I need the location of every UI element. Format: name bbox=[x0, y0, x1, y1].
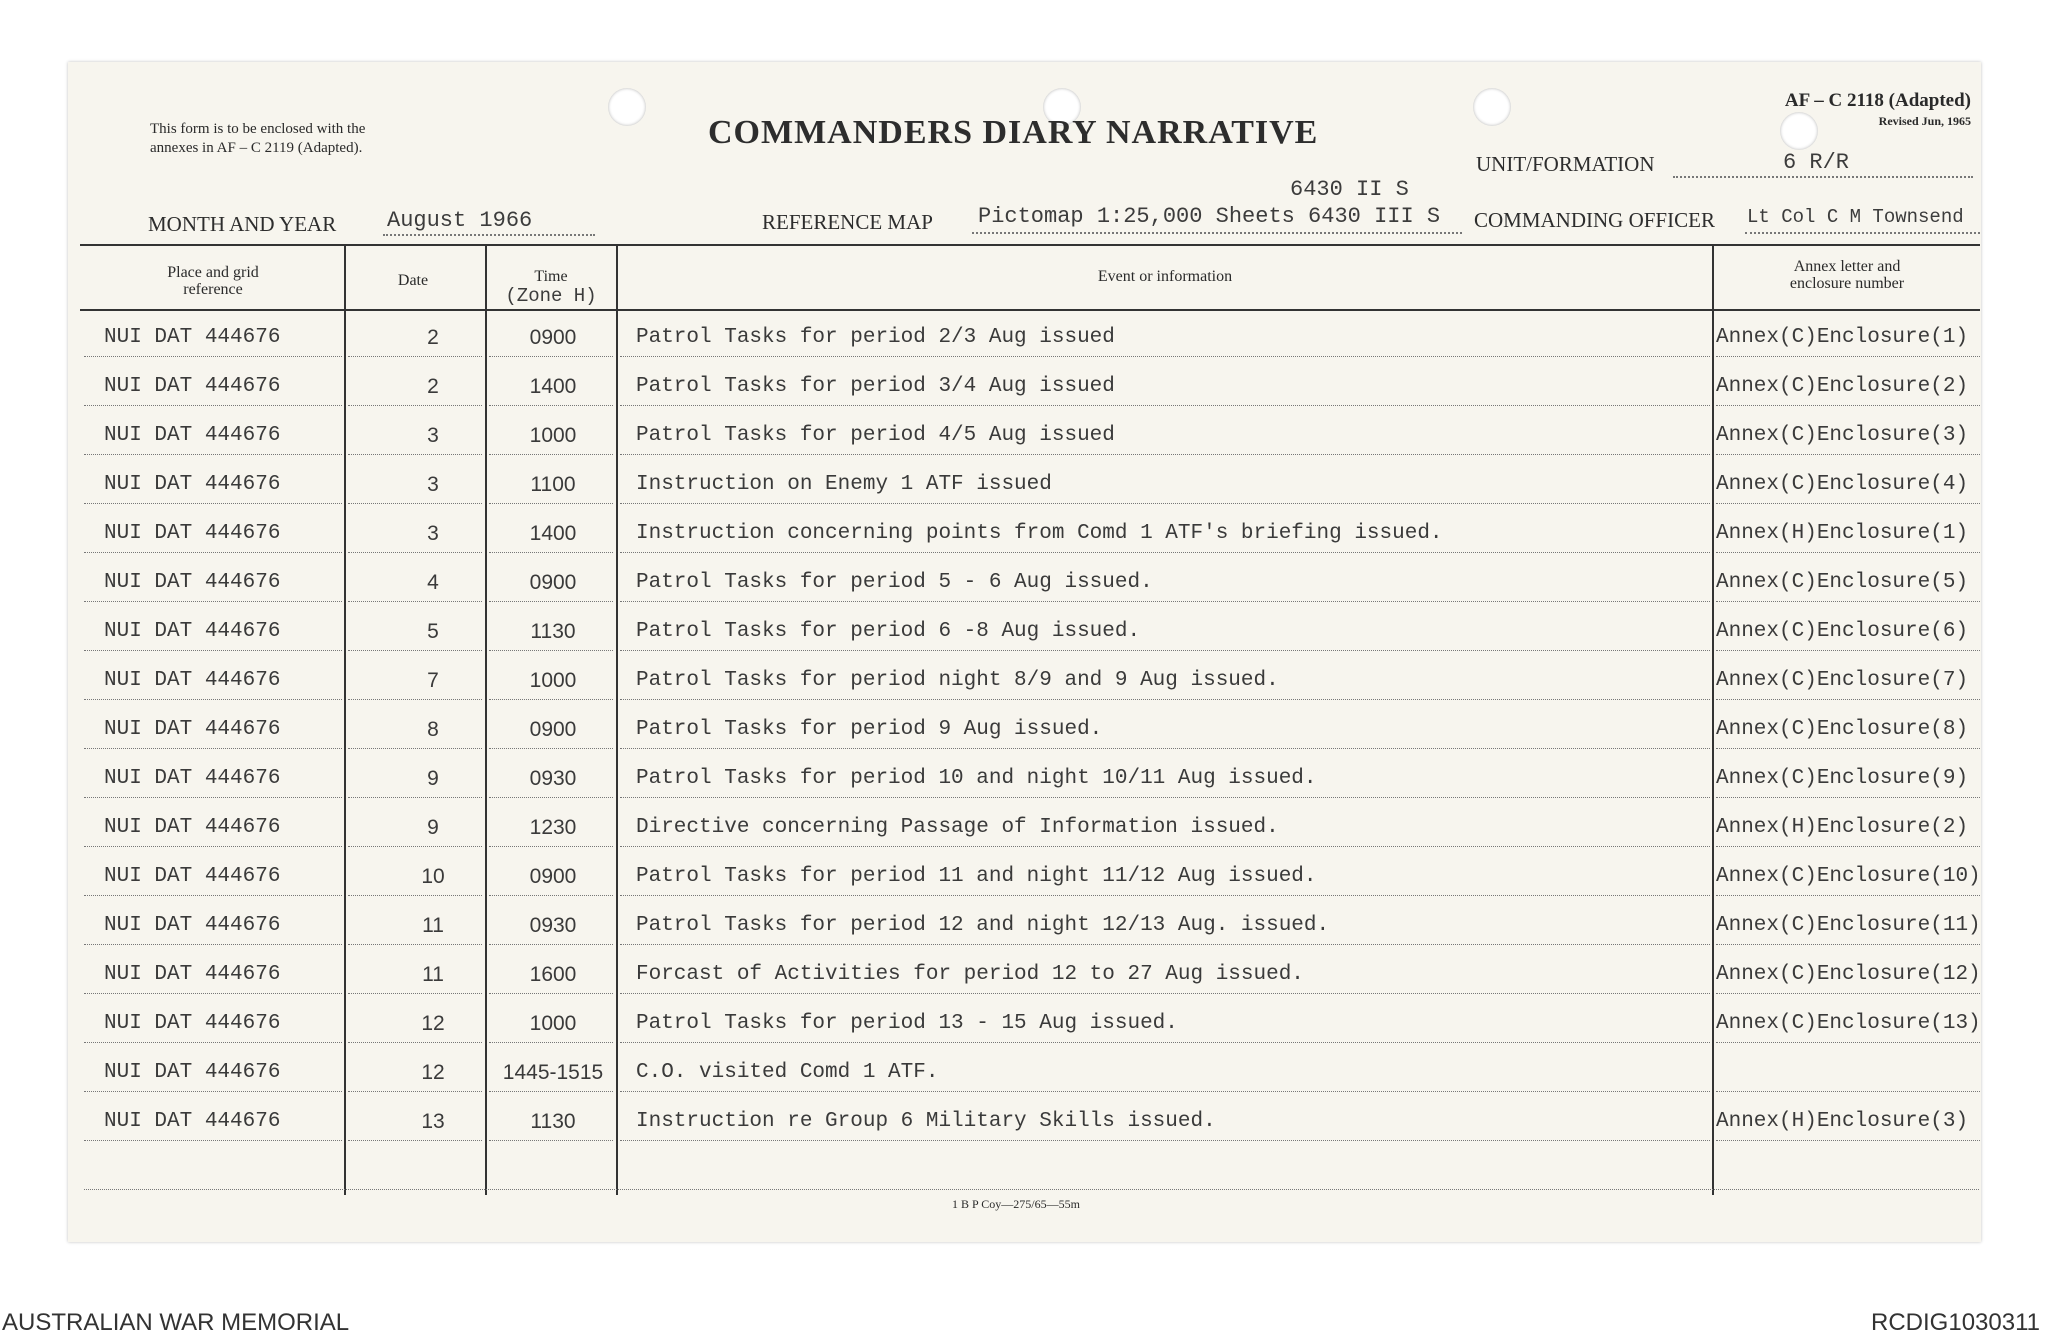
annex-cell: Annex(C)Enclosure(5) bbox=[1716, 571, 1969, 594]
table-row bbox=[68, 808, 1981, 848]
diary-sheet bbox=[68, 62, 1981, 1242]
row-dotted-rule bbox=[348, 895, 482, 896]
unit-label: UNIT/FORMATION bbox=[1476, 152, 1655, 176]
date-cell: 8 bbox=[427, 718, 439, 741]
row-dotted-rule bbox=[84, 699, 342, 700]
footer-source: AUSTRALIAN WAR MEMORIAL bbox=[2, 1309, 350, 1336]
table-row bbox=[68, 759, 1981, 799]
archive-footer bbox=[0, 1305, 2048, 1344]
row-dotted-rule bbox=[620, 1091, 1710, 1092]
row-dotted-rule bbox=[620, 1140, 1710, 1141]
row-dotted-rule bbox=[489, 1140, 613, 1141]
row-dotted-rule bbox=[620, 699, 1710, 700]
date-cell: 3 bbox=[427, 473, 439, 496]
row-dotted-rule bbox=[84, 356, 342, 357]
row-dotted-rule bbox=[84, 846, 342, 847]
row-dotted-rule bbox=[1716, 503, 1980, 504]
time-cell: 1130 bbox=[530, 1110, 576, 1133]
row-dotted-rule bbox=[1716, 993, 1980, 994]
month-field bbox=[383, 208, 595, 236]
table-row bbox=[68, 1102, 1981, 1142]
co-label: COMMANDING OFFICER bbox=[1474, 208, 1715, 232]
annex-cell: Annex(H)Enclosure(3) bbox=[1716, 1110, 1969, 1133]
date-cell: 9 bbox=[427, 767, 439, 790]
row-dotted-rule bbox=[84, 1140, 342, 1141]
row-dotted-rule bbox=[348, 503, 482, 504]
row-dotted-rule bbox=[489, 1042, 613, 1043]
time-cell: 1400 bbox=[529, 522, 577, 545]
time-cell: 0930 bbox=[529, 767, 577, 790]
table-row bbox=[68, 857, 1981, 897]
row-dotted-rule bbox=[620, 601, 1710, 602]
date-cell: 13 bbox=[421, 1110, 445, 1133]
date-cell: 12 bbox=[421, 1061, 445, 1084]
row-dotted-rule bbox=[1716, 601, 1980, 602]
time-cell: 1100 bbox=[530, 473, 576, 496]
row-dotted-rule bbox=[348, 454, 482, 455]
row-dotted-rule bbox=[84, 1091, 342, 1092]
place-cell: NUI DAT 444676 bbox=[104, 1012, 281, 1035]
row-dotted-rule bbox=[1716, 895, 1980, 896]
row-dotted-rule bbox=[84, 944, 342, 945]
event-cell: Patrol Tasks for period 2/3 Aug issued bbox=[636, 326, 1115, 349]
row-dotted-rule bbox=[489, 748, 613, 749]
row-dotted-rule bbox=[84, 895, 342, 896]
event-cell: Patrol Tasks for period 11 and night 11/12 Aug issued. bbox=[636, 865, 1317, 888]
row-dotted-rule bbox=[489, 454, 613, 455]
punch-hole bbox=[608, 88, 646, 126]
event-cell: Patrol Tasks for period 12 and night 12/13 Aug. issued. bbox=[636, 914, 1330, 937]
printer-code: 1 B P Coy—275/65—55m bbox=[952, 1197, 1080, 1211]
table-row bbox=[68, 906, 1981, 946]
place-cell: NUI DAT 444676 bbox=[104, 326, 281, 349]
place-cell: NUI DAT 444676 bbox=[104, 865, 281, 888]
row-dotted-rule bbox=[489, 552, 613, 553]
bottom-dotted-rule bbox=[84, 1189, 1979, 1190]
table-row bbox=[68, 416, 1981, 456]
time-cell: 1000 bbox=[529, 424, 577, 447]
row-dotted-rule bbox=[489, 1091, 613, 1092]
time-cell: 1445-1515 bbox=[502, 1061, 604, 1084]
event-cell: Patrol Tasks for period 3/4 Aug issued bbox=[636, 375, 1115, 398]
annex-cell: Annex(C)Enclosure(2) bbox=[1716, 375, 1969, 398]
time-cell: 0930 bbox=[529, 914, 577, 937]
row-dotted-rule bbox=[489, 944, 613, 945]
time-cell: 1230 bbox=[529, 816, 577, 839]
row-dotted-rule bbox=[84, 650, 342, 651]
place-cell: NUI DAT 444676 bbox=[104, 375, 281, 398]
row-dotted-rule bbox=[1716, 356, 1980, 357]
row-dotted-rule bbox=[489, 895, 613, 896]
co-field bbox=[1745, 204, 1980, 234]
time-cell: 0900 bbox=[529, 326, 577, 349]
row-dotted-rule bbox=[489, 405, 613, 406]
row-dotted-rule bbox=[84, 748, 342, 749]
row-dotted-rule bbox=[620, 552, 1710, 553]
row-dotted-rule bbox=[84, 454, 342, 455]
row-dotted-rule bbox=[489, 601, 613, 602]
place-cell: NUI DAT 444676 bbox=[104, 816, 281, 839]
place-cell: NUI DAT 444676 bbox=[104, 963, 281, 986]
annex-cell: Annex(H)Enclosure(2) bbox=[1716, 816, 1969, 839]
row-dotted-rule bbox=[1716, 1091, 1980, 1092]
row-dotted-rule bbox=[348, 846, 482, 847]
row-dotted-rule bbox=[1716, 797, 1980, 798]
row-dotted-rule bbox=[348, 797, 482, 798]
col-header-annex bbox=[1716, 258, 1978, 292]
row-dotted-rule bbox=[1716, 699, 1980, 700]
place-cell: NUI DAT 444676 bbox=[104, 620, 281, 643]
date-cell: 3 bbox=[427, 424, 439, 447]
table-row bbox=[68, 612, 1981, 652]
punch-hole bbox=[1473, 88, 1511, 126]
row-dotted-rule bbox=[489, 699, 613, 700]
annex-cell: Annex(C)Enclosure(12) bbox=[1716, 963, 1981, 986]
form-title: COMMANDERS DIARY NARRATIVE bbox=[708, 114, 1319, 151]
row-dotted-rule bbox=[489, 797, 613, 798]
row-dotted-rule bbox=[489, 993, 613, 994]
place-cell: NUI DAT 444676 bbox=[104, 718, 281, 741]
row-dotted-rule bbox=[1716, 454, 1980, 455]
row-dotted-rule bbox=[1716, 748, 1980, 749]
co-value: Lt Col C M Townsend bbox=[1747, 206, 1964, 228]
row-dotted-rule bbox=[348, 650, 482, 651]
time-cell: 1400 bbox=[529, 375, 577, 398]
col-header-place: Place and grid reference bbox=[167, 264, 259, 298]
row-dotted-rule bbox=[1716, 1042, 1980, 1043]
date-cell: 11 bbox=[422, 963, 444, 986]
date-cell: 2 bbox=[427, 375, 439, 398]
place-cell: NUI DAT 444676 bbox=[104, 1110, 281, 1133]
row-dotted-rule bbox=[1716, 552, 1980, 553]
row-dotted-rule bbox=[620, 405, 1710, 406]
annex-cell: Annex(C)Enclosure(3) bbox=[1716, 424, 1969, 447]
place-cell: NUI DAT 444676 bbox=[104, 914, 281, 937]
table-top-rule bbox=[80, 244, 1980, 246]
time-cell: 0900 bbox=[529, 571, 577, 594]
row-dotted-rule bbox=[348, 601, 482, 602]
row-dotted-rule bbox=[84, 552, 342, 553]
row-dotted-rule bbox=[1716, 944, 1980, 945]
table-row bbox=[68, 563, 1981, 603]
date-cell: 12 bbox=[421, 1012, 445, 1035]
row-dotted-rule bbox=[1716, 405, 1980, 406]
row-dotted-rule bbox=[348, 748, 482, 749]
map-label: REFERENCE MAP bbox=[762, 210, 933, 234]
place-cell: NUI DAT 444676 bbox=[104, 767, 281, 790]
row-dotted-rule bbox=[348, 1042, 482, 1043]
time-cell: 0900 bbox=[529, 718, 577, 741]
row-dotted-rule bbox=[620, 993, 1710, 994]
row-dotted-rule bbox=[489, 356, 613, 357]
date-cell: 9 bbox=[427, 816, 439, 839]
map-field bbox=[972, 204, 1462, 234]
col-header-event: Event or information bbox=[1097, 268, 1233, 285]
place-cell: NUI DAT 444676 bbox=[104, 669, 281, 692]
month-label: MONTH AND YEAR bbox=[148, 212, 337, 236]
row-dotted-rule bbox=[489, 650, 613, 651]
annex-cell: Annex(C)Enclosure(4) bbox=[1716, 473, 1969, 496]
col-header-time-label: Time bbox=[534, 268, 568, 285]
event-cell: Patrol Tasks for period 13 - 15 Aug issued. bbox=[636, 1012, 1178, 1035]
event-cell: Patrol Tasks for period 6 -8 Aug issued. bbox=[636, 620, 1141, 643]
row-dotted-rule bbox=[1716, 1140, 1980, 1141]
row-dotted-rule bbox=[84, 601, 342, 602]
place-cell: NUI DAT 444676 bbox=[104, 571, 281, 594]
event-cell: Directive concerning Passage of Information issued. bbox=[636, 816, 1279, 839]
place-cell: NUI DAT 444676 bbox=[104, 522, 281, 545]
table-row bbox=[68, 367, 1981, 407]
event-cell: Patrol Tasks for period 9 Aug issued. bbox=[636, 718, 1103, 741]
table-row bbox=[68, 661, 1981, 701]
row-dotted-rule bbox=[84, 993, 342, 994]
annex-cell: Annex(H)Enclosure(1) bbox=[1716, 522, 1969, 545]
unit-field bbox=[1673, 150, 1973, 178]
unit-value: 6 R/R bbox=[1783, 150, 1850, 175]
row-dotted-rule bbox=[620, 356, 1710, 357]
place-cell: NUI DAT 444676 bbox=[104, 1061, 281, 1084]
row-dotted-rule bbox=[84, 1042, 342, 1043]
footer-id: RCDIG1030311 bbox=[1871, 1309, 2040, 1336]
table-row bbox=[68, 1053, 1981, 1093]
header-rule bbox=[80, 309, 1980, 311]
date-cell: 2 bbox=[427, 326, 439, 349]
row-dotted-rule bbox=[620, 503, 1710, 504]
row-dotted-rule bbox=[348, 552, 482, 553]
date-cell: 7 bbox=[427, 669, 439, 692]
event-cell: Forcast of Activities for period 12 to 27 Aug issued. bbox=[636, 963, 1304, 986]
row-dotted-rule bbox=[1716, 846, 1980, 847]
row-dotted-rule bbox=[1716, 650, 1980, 651]
row-dotted-rule bbox=[84, 405, 342, 406]
event-cell: C.O. visited Comd 1 ATF. bbox=[636, 1061, 939, 1084]
time-cell: 1000 bbox=[529, 1012, 577, 1035]
row-dotted-rule bbox=[348, 356, 482, 357]
row-dotted-rule bbox=[348, 405, 482, 406]
row-dotted-rule bbox=[84, 797, 342, 798]
row-dotted-rule bbox=[348, 944, 482, 945]
date-cell: 5 bbox=[427, 620, 439, 643]
annex-cell: Annex(C)Enclosure(8) bbox=[1716, 718, 1969, 741]
event-cell: Instruction re Group 6 Military Skills issued. bbox=[636, 1110, 1216, 1133]
annex-cell: Annex(C)Enclosure(6) bbox=[1716, 620, 1969, 643]
date-cell: 4 bbox=[427, 571, 439, 594]
annex-cell: Annex(C)Enclosure(9) bbox=[1716, 767, 1969, 790]
event-cell: Instruction concerning points from Comd 1 ATF's briefing issued. bbox=[636, 522, 1443, 545]
place-cell: NUI DAT 444676 bbox=[104, 424, 281, 447]
row-dotted-rule bbox=[348, 993, 482, 994]
table-row bbox=[68, 318, 1981, 358]
time-cell: 1130 bbox=[530, 620, 576, 643]
col-header-date: Date bbox=[397, 272, 429, 289]
row-dotted-rule bbox=[348, 699, 482, 700]
annex-cell: Annex(C)Enclosure(13) bbox=[1716, 1012, 1981, 1035]
form-note: This form is to be enclosed with the annexes in AF – C 2119 (Adapted). bbox=[150, 121, 366, 156]
map-value-top: 6430 II S bbox=[1290, 177, 1409, 202]
row-dotted-rule bbox=[84, 503, 342, 504]
row-dotted-rule bbox=[620, 846, 1710, 847]
table-row bbox=[68, 955, 1981, 995]
date-cell: 10 bbox=[421, 865, 445, 888]
month-value: August 1966 bbox=[387, 208, 533, 233]
form-code: AF – C 2118 (Adapted) bbox=[1784, 90, 1971, 111]
col-header-time-zone: (Zone H) bbox=[505, 285, 597, 307]
event-cell: Patrol Tasks for period 10 and night 10/11 Aug issued. bbox=[636, 767, 1317, 790]
col-header-annex-l2: enclosure number bbox=[1789, 275, 1905, 292]
date-cell: 3 bbox=[427, 522, 439, 545]
col-header-annex-l1: Annex letter and bbox=[1793, 258, 1901, 275]
row-dotted-rule bbox=[489, 846, 613, 847]
row-dotted-rule bbox=[348, 1091, 482, 1092]
event-cell: Patrol Tasks for period 4/5 Aug issued bbox=[636, 424, 1115, 447]
event-cell: Patrol Tasks for period night 8/9 and 9 Aug issued. bbox=[636, 669, 1279, 692]
time-cell: 1600 bbox=[529, 963, 577, 986]
row-dotted-rule bbox=[620, 944, 1710, 945]
row-dotted-rule bbox=[620, 1042, 1710, 1043]
row-dotted-rule bbox=[348, 1140, 482, 1141]
table-row bbox=[68, 465, 1981, 505]
annex-cell: Annex(C)Enclosure(1) bbox=[1716, 326, 1969, 349]
row-dotted-rule bbox=[620, 797, 1710, 798]
map-value: Pictomap 1:25,000 Sheets 6430 III S bbox=[978, 204, 1441, 229]
date-cell: 11 bbox=[422, 914, 444, 937]
time-cell: 0900 bbox=[529, 865, 577, 888]
table-row bbox=[68, 710, 1981, 750]
place-cell: NUI DAT 444676 bbox=[104, 473, 281, 496]
event-cell: Patrol Tasks for period 5 - 6 Aug issued. bbox=[636, 571, 1153, 594]
time-cell: 1000 bbox=[529, 669, 577, 692]
punch-hole bbox=[1780, 112, 1818, 150]
table-row bbox=[68, 514, 1981, 554]
table-row bbox=[68, 1004, 1981, 1044]
col-header-time bbox=[488, 268, 614, 307]
event-cell: Instruction on Enemy 1 ATF issued bbox=[636, 473, 1052, 496]
row-dotted-rule bbox=[620, 454, 1710, 455]
row-dotted-rule bbox=[489, 503, 613, 504]
form-revised: Revised Jun, 1965 bbox=[1878, 114, 1971, 128]
annex-cell: Annex(C)Enclosure(10) bbox=[1716, 865, 1981, 888]
row-dotted-rule bbox=[620, 895, 1710, 896]
annex-cell: Annex(C)Enclosure(11) bbox=[1716, 914, 1981, 937]
row-dotted-rule bbox=[620, 748, 1710, 749]
row-dotted-rule bbox=[620, 650, 1710, 651]
annex-cell: Annex(C)Enclosure(7) bbox=[1716, 669, 1969, 692]
